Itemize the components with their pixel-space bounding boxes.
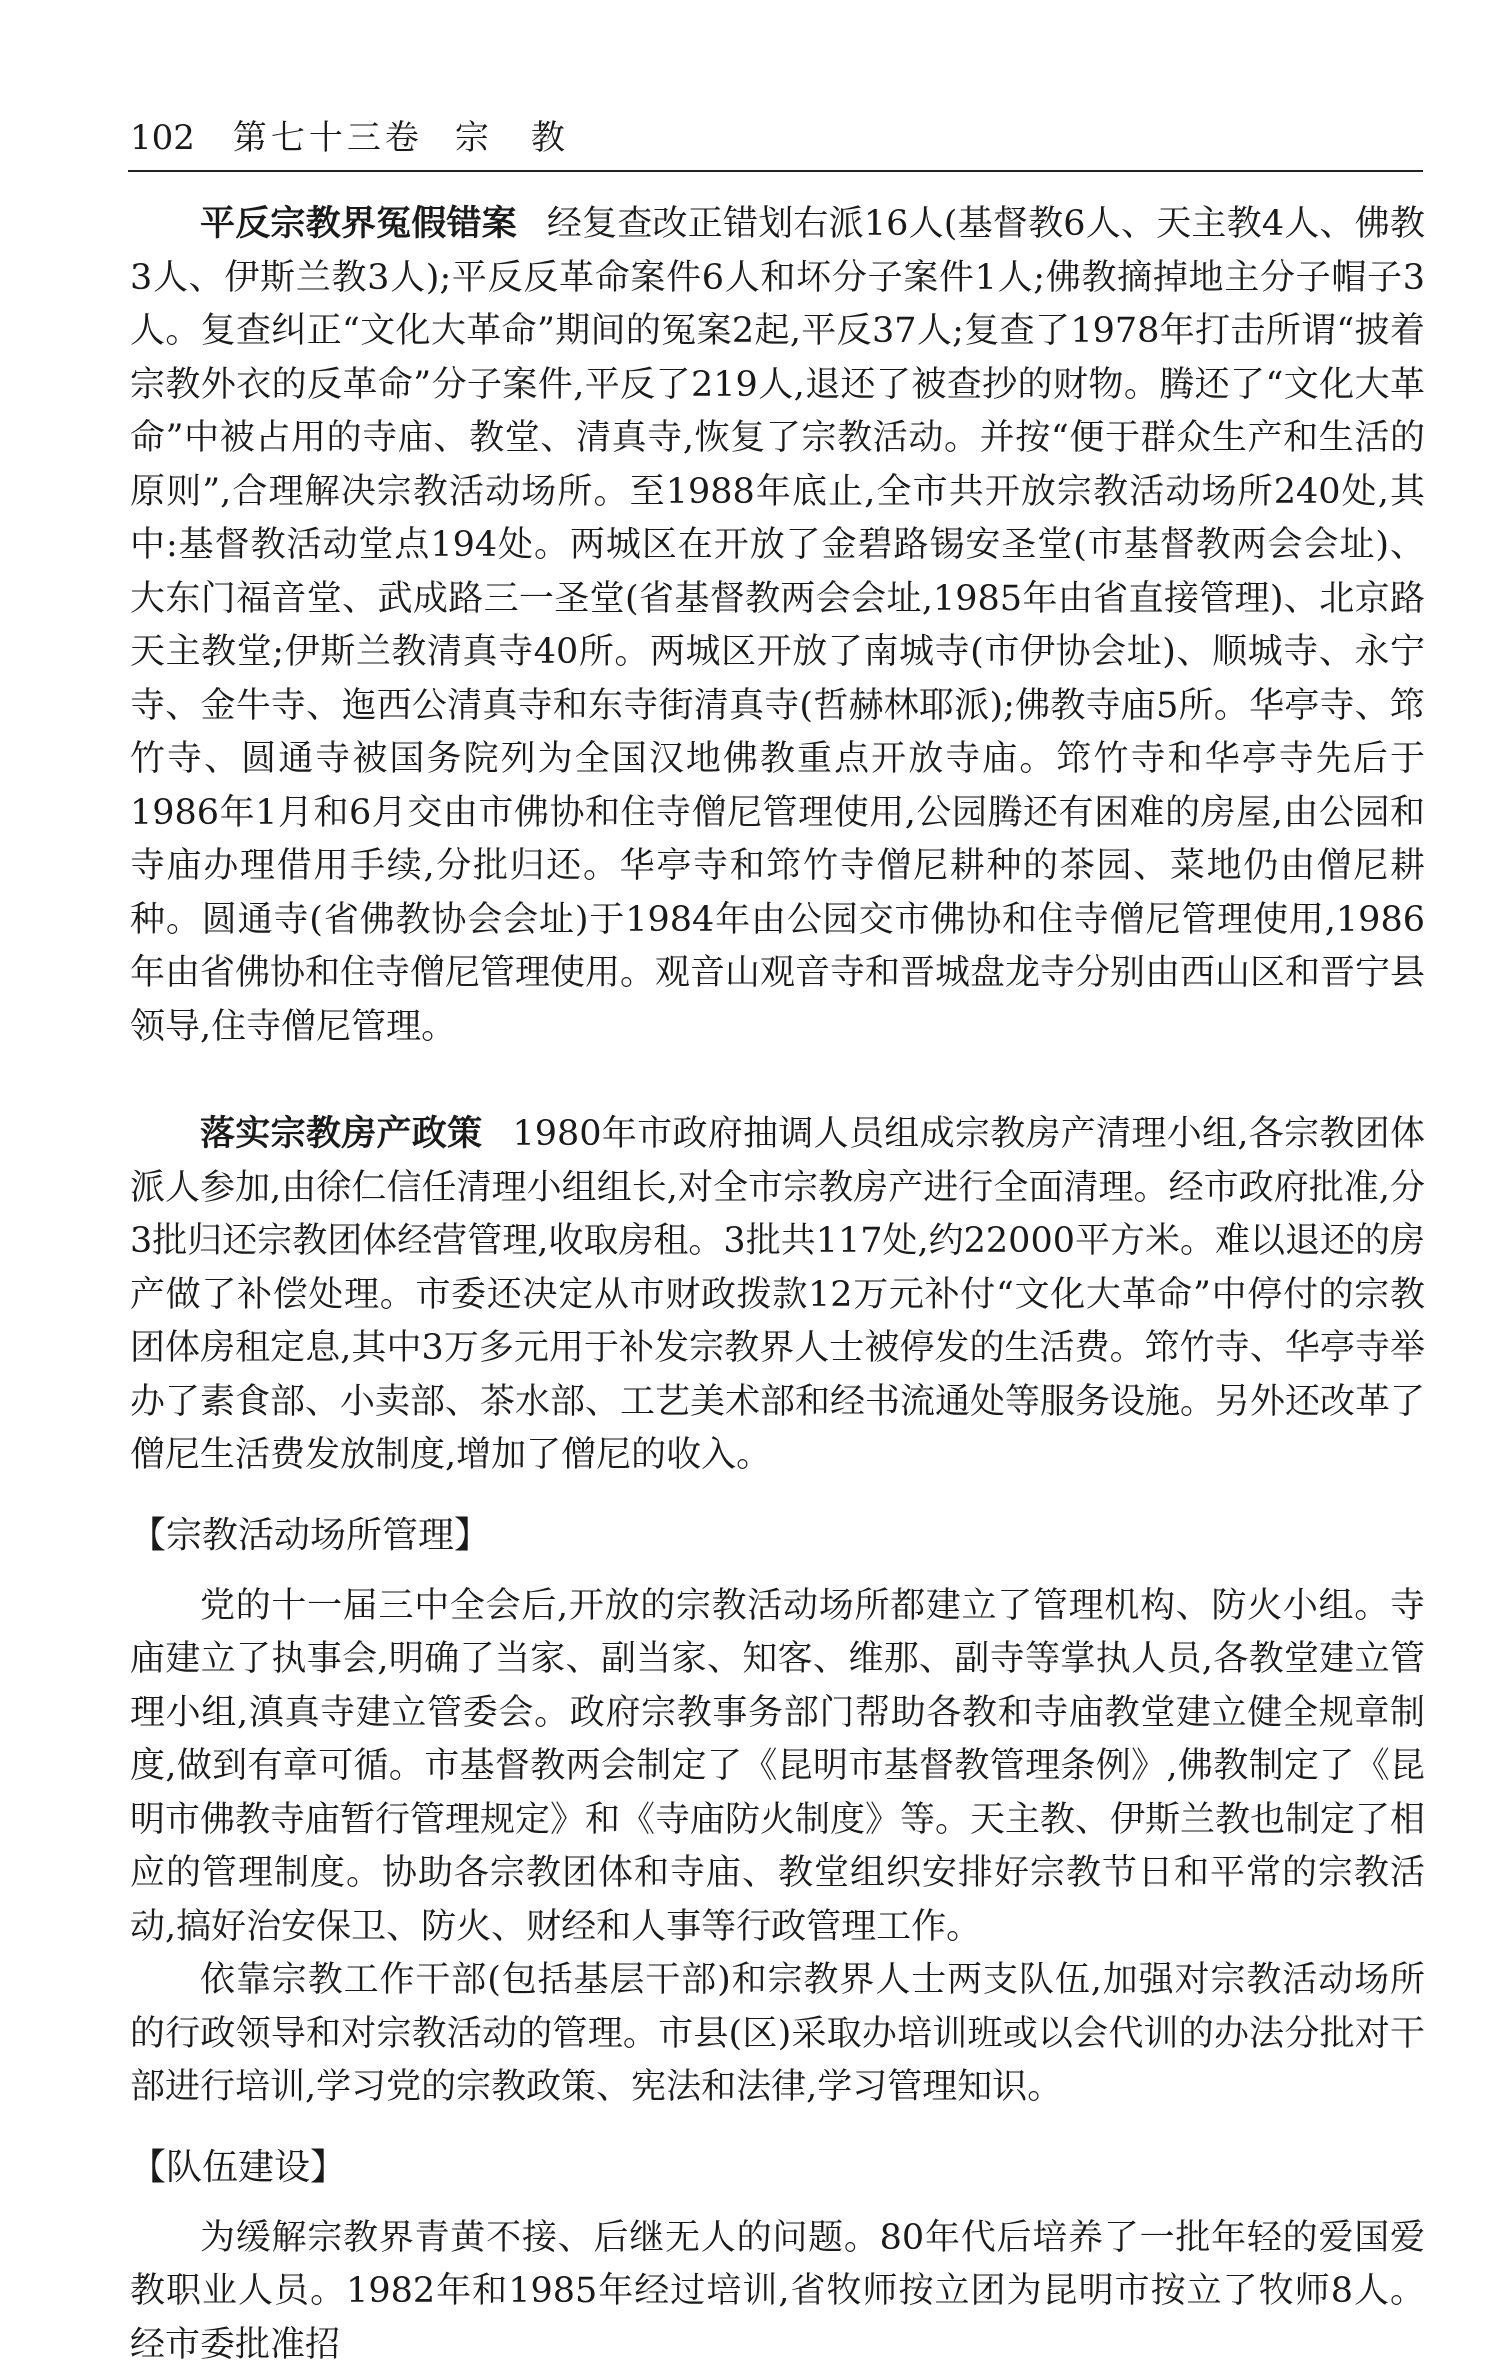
section-title: 宗 教 (455, 118, 569, 158)
section-heading-venue-management: 【宗教活动场所管理】 (130, 1509, 1425, 1562)
paragraph-text: 1980年市政府抽调人员组成宗教房产清理小组,各宗教团体派人参加,由徐仁信任清理小组组长,对全市宗教房产进行全面清理。经市政府批准,分3批归还宗教团体经营管理,收取房租。3批共117处,约22000平方米。难以退还的房产做了补偿处理。市委还决定从市财政拨款12万元补付“文化大革命”中停付的宗教团体房租定息,其中3万多元用于补发宗教界人士被停发的生活费。筇竹寺、华亭寺举办了素食部、小卖部、茶水部、工艺美术部和经书流通处等服务设施。另外还改革了僧尼生活费发放制度,增加了僧尼的收入。 (130, 1114, 1425, 1475)
running-head (130, 110, 569, 159)
paragraph-team-1: 为缓解宗教界青黄不接、后继无人的问题。80年代后培养了一批年轻的爱国爱教职业人员。1982年和1985年经过培训,省牧师按立团为昆明市按立了牧师8人。经市委批准招 (130, 2212, 1425, 2372)
volume-title: 第七十三卷 (233, 118, 423, 158)
paragraph-text: 经复查改正错划右派16人(基督教6人、天主教4人、佛教3人、伊斯兰教3人);平反反革命案件6人和坏分子案件1人;佛教摘掉地主分子帽子3人。复查纠正“文化大革命”期间的冤案2起,平反37人;复查了1978年打击所谓“披着宗教外衣的反革命”分子案件,平反了219人,退还了被查抄的财物。腾还了“文化大革命”中被占用的寺庙、教堂、清真寺,恢复了宗教活动。并按“便于群众生产和生活的原则”,合理解决宗教活动场所。至1988年底止,全市共开放宗教活动场所240处,其中:基督教活动堂点194处。两城区在开放了金碧路锡安圣堂(市基督教两会会址)、大东门福音堂、武成路三一圣堂(省基督教两会会址,1985年由省直接管理)、北京路天主教堂;伊斯兰教清真寺40所。两城区开放了南城寺(市伊协会址)、顺城寺、永宁寺、金牛寺、迤西公清真寺和东寺街清真寺(哲赫林耶派);佛教寺庙5所。华亭寺、筇竹寺、圆通寺被国务院列为全国汉地佛教重点开放寺庙。筇竹寺和华亭寺先后于1986年1月和6月交由市佛协和住寺僧尼管理使用,公园腾还有困难的房屋,由公园和寺庙办理借用手续,分批归还。华亭寺和筇竹寺僧尼耕种的茶园、菜地仍由僧尼耕种。圆通寺(省佛教协会会址)于1984年由公园交市佛协和住寺僧尼管理使用,1986年由省佛协和住寺僧尼管理使用。观音山观音寺和晋城盘龙寺分别由西山区和晋宁县领导,住寺僧尼管理。 (130, 204, 1425, 1047)
paragraph-management-2: 依靠宗教工作干部(包括基层干部)和宗教界人士两支队伍,加强对宗教活动场所的行政领导和对宗教活动的管理。市县(区)采取办培训班或以会代训的办法分批对干部进行培训,学习党的宗教政策、宪法和法律,学习管理知识。 (130, 1954, 1425, 2115)
section-heading-team-building: 【队伍建设】 (130, 2141, 1425, 2194)
page-body (130, 198, 1425, 2372)
paragraph-property-policy (130, 1108, 1425, 1483)
paragraph-lead: 落实宗教房产政策 (200, 1114, 482, 1154)
paragraph-management-1: 党的十一届三中全会后,开放的宗教活动场所都建立了管理机构、防火小组。寺庙建立了执事会,明确了当家、副当家、知客、维那、副寺等掌执人员,各教堂建立管理小组,滇真寺建立管委会。政府宗教事务部门帮助各教和寺庙教堂建立健全规章制度,做到有章可循。市基督教两会制定了《昆明市基督教管理条例》,佛教制定了《昆明市佛教寺庙暂行管理规定》和《寺庙防火制度》等。天主教、伊斯兰教也制定了相应的管理制度。协助各宗教团体和寺庙、教堂组织安排好宗教节日和平常的宗教活动,搞好治安保卫、防火、财经和人事等行政管理工作。 (130, 1580, 1425, 1955)
paragraph-lead: 平反宗教界冤假错案 (200, 204, 517, 244)
header-rule (128, 170, 1423, 172)
paragraph-rehabilitation (130, 198, 1425, 1054)
page-number: 102 (130, 118, 195, 158)
